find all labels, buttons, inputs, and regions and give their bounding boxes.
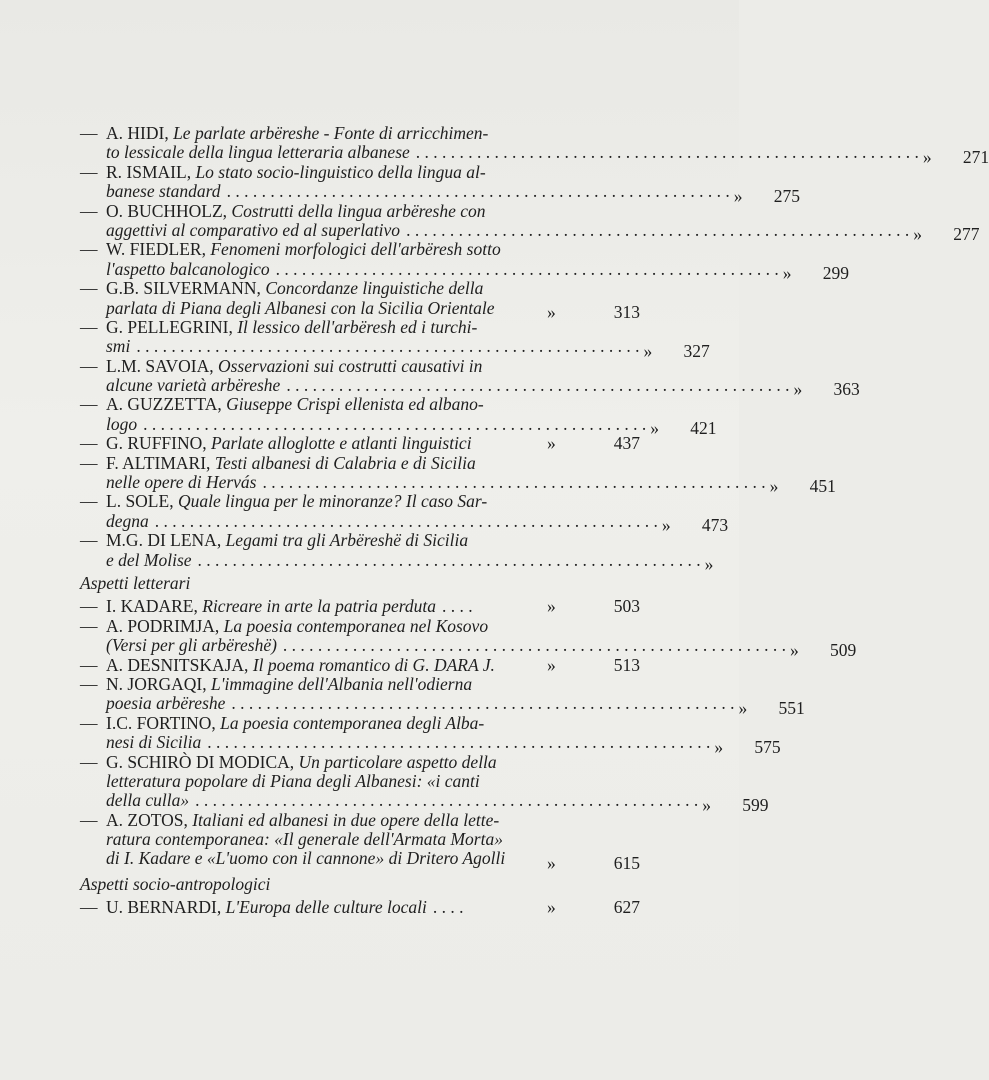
page-number[interactable]: 575: [754, 736, 781, 757]
entry-title: Il poema romantico di G. DARA J.: [252, 654, 495, 675]
entry-title: di I. Kadare e «L'uomo con il cannone» di Dritero Agolli: [106, 848, 506, 869]
em-dash: —: [80, 239, 98, 260]
page-marker: »: [769, 476, 779, 497]
toc-line-text: [80, 830, 543, 849]
toc-entry: [80, 316, 710, 361]
entry-title: Lo stato socio-linguistico della lingua al-: [195, 161, 486, 182]
entry-title: letteratura popolare di Piana degli Albanesi: «i canti: [106, 770, 480, 791]
page-number[interactable]: 437: [613, 433, 640, 454]
dot-leader: . . . . . . . . . . . . . . . . . . . . . . . . . . . . . . . . . . . . . . . . . . . . . . . . . . . . . . . . . .: [406, 219, 910, 240]
entry-continuation: [106, 182, 221, 201]
toc-line: [80, 124, 640, 143]
entry-heading: [106, 454, 476, 473]
entry-author: G.B. SILVERMANN,: [106, 278, 266, 299]
toc-line-text: [80, 694, 735, 713]
toc-line: [80, 811, 640, 830]
entry-title: ratura contemporanea: «Il generale dell'Armata Morta»: [106, 829, 503, 850]
dot-leader: . . . .: [432, 897, 464, 918]
toc-line-text: [80, 182, 730, 201]
entry-title: l'aspetto balcanologico: [106, 258, 270, 279]
toc-line-text: [80, 849, 543, 868]
indent: [80, 299, 106, 318]
toc-line: [80, 413, 717, 439]
entry-author: G. PELLEGRINI,: [106, 316, 238, 337]
entry-title: Fenomeni morfologici dell'arbëresh sotto: [210, 239, 501, 260]
entry-title: L'Europa delle culture locali: [225, 897, 427, 918]
dot-leader: . . . . . . . . . . . . . . . . . . . . . . . . . . . . . . . . . . . . . . . . . . . . . . . . . . . . . . . . . .: [226, 181, 730, 202]
entry-continuation: [106, 694, 225, 713]
entry-title: Quale lingua per le minoranze? Il caso Sar-: [177, 491, 488, 512]
entry-author: W. FIEDLER,: [106, 239, 211, 260]
page-marker: »: [733, 185, 743, 206]
entry-continuation: [106, 791, 189, 810]
section-heading: Aspetti socio-antropologici: [80, 873, 271, 894]
page-marker: »: [702, 794, 711, 815]
dot-leader: . . . . . . . . . . . . . . . . . . . . . . . . . . . . . . . . . . . . . . . . . . . . . . . . . . . . . . . . . .: [262, 472, 766, 493]
toc-line: [80, 279, 640, 298]
entry-title: della culla»: [106, 790, 190, 811]
toc-entry: [80, 597, 640, 616]
entry-heading: [106, 492, 487, 511]
toc-entry: [80, 751, 769, 815]
page-number[interactable]: 615: [613, 852, 640, 873]
em-dash: —: [80, 897, 98, 918]
em-dash: —: [80, 530, 98, 551]
entry-continuation: [106, 512, 149, 531]
entry-title: L'immagine dell'Albania nell'odierna: [211, 673, 473, 694]
entry-title: Le parlate arbëreshe - Fonte di arricchimen-: [173, 123, 489, 143]
em-dash: —: [80, 433, 98, 454]
toc-line-text: [80, 299, 543, 318]
toc-line-text: [80, 675, 543, 694]
toc-line: [80, 434, 640, 453]
entry-continuation: [106, 221, 400, 240]
entry-heading: [106, 318, 477, 337]
em-dash: —: [80, 809, 98, 830]
dot-leader: . . . . . . . . . . . . . . . . . . . . . . . . . . . . . . . . . . . . . . . . . . . . . . . . . . . . . . . . . .: [143, 413, 647, 434]
toc-entry: [80, 452, 836, 497]
toc-line-text: [80, 531, 543, 550]
em-dash: —: [80, 615, 98, 636]
page-number[interactable]: 627: [613, 897, 640, 918]
entry-continuation: [106, 376, 280, 395]
entry-continuation: [106, 143, 410, 162]
toc-line: [80, 830, 640, 849]
toc-line-text: [80, 551, 701, 570]
indent: [80, 830, 106, 849]
dot-leader: . . . . . . . . . . . . . . . . . . . . . . . . . . . . . . . . . . . . . . . . . . . . . . . . . . . . . . . . . .: [197, 549, 701, 570]
toc-line: [80, 472, 836, 497]
toc-line: [80, 714, 640, 733]
section-heading: Aspetti letterari: [80, 572, 191, 593]
entry-title: Testi albanesi di Calabria e di Sicilia: [214, 452, 476, 473]
page-marker: »: [547, 596, 556, 617]
entry-title: banese standard: [106, 181, 221, 202]
toc-line-text: [80, 492, 543, 511]
toc-line: [80, 297, 640, 322]
toc-line-text: [80, 376, 789, 395]
dot-leader: . . . . . . . . . . . . . . . . . . . . . . . . . . . . . . . . . . . . . . . . . . . . . . . . . . . . . . . . . .: [415, 142, 919, 163]
entry-author: O. BUCHHOLZ,: [106, 200, 232, 221]
entry-title: Ricreare in arte la patria perduta: [202, 596, 437, 617]
toc-entry: [80, 656, 640, 675]
toc-line-text: [80, 617, 543, 636]
entry-continuation: [106, 772, 480, 791]
toc-line: [80, 258, 850, 284]
page-number[interactable]: 277: [953, 224, 980, 245]
entry-continuation: [106, 415, 137, 434]
toc-line-text: [80, 163, 543, 182]
page-number[interactable]: 363: [833, 379, 860, 400]
page-marker: »: [704, 554, 714, 574]
toc-line: [80, 617, 640, 636]
page-marker: »: [922, 146, 932, 167]
entry-title: parlata di Piana degli Albanesi con la Sicilia Orientale: [106, 297, 495, 318]
entry-heading: [106, 434, 472, 453]
entry-title: (Versi per gli arbëreshë): [106, 635, 277, 656]
page-number[interactable]: 509: [830, 639, 857, 660]
toc-entry: [80, 278, 640, 322]
entry-heading: [106, 714, 484, 733]
indent: [80, 512, 106, 531]
page-marker: »: [547, 897, 556, 918]
indent: [80, 636, 106, 655]
toc-line: [80, 898, 640, 917]
page-marker: »: [547, 852, 556, 873]
entry-continuation: [106, 299, 495, 318]
indent: [80, 694, 106, 713]
dot-leader: . . . . . . . . . . . . . . . . . . . . . . . . . . . . . . . . . . . . . . . . . . . . . . . . . . . . . . . . . .: [286, 375, 790, 396]
dot-leader: . . . . . . . . . . . . . . . . . . . . . . . . . . . . . . . . . . . . . . . . . . . . . . . . . . . . . . . . . .: [231, 693, 735, 714]
page-number[interactable]: 551: [778, 697, 805, 718]
page-marker: »: [782, 263, 792, 284]
entry-continuation: [106, 473, 257, 492]
entry-title: Giuseppe Crispi ellenista ed albano-: [226, 394, 484, 415]
toc-line-text: [80, 733, 710, 752]
page-marker: »: [547, 433, 556, 454]
em-dash: —: [80, 316, 98, 337]
entry-heading: [106, 531, 468, 550]
entry-title: degna: [106, 510, 149, 531]
dot-leader: . . . . . . . . . . . . . . . . . . . . . . . . . . . . . . . . . . . . . . . . . . . . . . . . . . . . . . . . . .: [154, 510, 658, 531]
page-number[interactable]: 451: [809, 476, 836, 497]
toc-line-text: [80, 221, 909, 240]
entry-title: Il lessico dell'arbëresh ed i turchi-: [237, 316, 478, 337]
entry-title: Concordanze linguistiche della: [265, 278, 484, 299]
entry-author: A. HIDI,: [106, 123, 174, 143]
entry-continuation: [106, 849, 505, 868]
toc-line-text: [80, 357, 543, 376]
indent: [80, 415, 106, 434]
dot-leader: . . . . . . . . . . . . . . . . . . . . . . . . . . . . . . . . . . . . . . . . . . . . . . . . . . . . . . . . . .: [195, 790, 699, 811]
indent: [80, 376, 106, 395]
entry-title: poesia arbëreshe: [106, 693, 226, 714]
toc-line-text: [80, 772, 543, 791]
toc-line: [80, 848, 640, 873]
page-number[interactable]: 271: [962, 146, 989, 167]
dot-leader: . . . . . . . . . . . . . . . . . . . . . . . . . . . . . . . . . . . . . . . . . . . . . . . . . . . . . . . . . .: [136, 336, 640, 357]
entry-title: logo: [106, 413, 138, 434]
toc-line: [80, 693, 805, 718]
em-dash: —: [80, 712, 98, 733]
toc-line: [80, 549, 714, 574]
toc-line-text: [80, 714, 543, 733]
entry-title: aggettivi al comparativo ed al superlativo: [106, 219, 401, 240]
page-number[interactable]: 513: [613, 654, 640, 675]
toc-entry: [80, 898, 640, 917]
toc-line: [80, 375, 860, 400]
em-dash: —: [80, 452, 98, 473]
entry-title: Osservazioni sui costrutti causativi in: [217, 355, 483, 376]
entry-author: G. SCHIRÒ DI MODICA,: [106, 751, 299, 772]
em-dash: —: [80, 394, 98, 415]
entry-author: A. DESNITSKAJA,: [106, 654, 253, 675]
entry-heading: [106, 124, 488, 143]
toc-line: [80, 772, 640, 791]
entry-heading: [106, 202, 485, 221]
table-of-contents: [80, 123, 989, 918]
toc-entry: [80, 239, 850, 284]
toc-line: [80, 395, 640, 414]
toc-line-text: [80, 512, 658, 531]
toc-entry: [80, 434, 640, 453]
toc-entry: [80, 530, 714, 574]
entry-author: N. JORGAQI,: [106, 673, 211, 694]
toc-line-text: [80, 337, 639, 356]
page-marker: »: [790, 639, 799, 660]
entry-title: Parlate alloglotte e atlanti linguistici: [211, 433, 472, 454]
entry-heading: [106, 163, 486, 182]
em-dash: —: [80, 751, 98, 772]
entry-heading: [106, 357, 482, 376]
entry-title: alcune varietà arbëreshe: [106, 375, 281, 396]
dot-leader: . . . . . . . . . . . . . . . . . . . . . . . . . . . . . . . . . . . . . . . . . . . . . . . . . . . . . . . . . .: [275, 258, 779, 279]
entry-continuation: [106, 337, 130, 356]
entry-author: A. GUZZETTA,: [106, 394, 227, 415]
toc-line-text: [80, 395, 543, 414]
toc-line-text: [80, 454, 543, 473]
page-marker: »: [650, 418, 659, 439]
entry-title: e del Molise: [106, 549, 192, 570]
toc-line-text: [80, 202, 543, 221]
toc-line: [80, 732, 781, 757]
indent: [80, 551, 106, 570]
entry-heading: [106, 597, 436, 616]
toc-line: [80, 219, 980, 245]
dot-leader: . . . . . . . . . . . . . . . . . . . . . . . . . . . . . . . . . . . . . . . . . . . . . . . . . . . . . . . . . .: [207, 732, 711, 753]
page-number[interactable]: 421: [690, 418, 717, 439]
toc-line-text: [80, 415, 646, 434]
toc-line: [80, 656, 640, 675]
toc-line: [80, 492, 640, 511]
entry-author: A. PODRIMJA,: [106, 615, 224, 636]
toc-line: [80, 357, 640, 376]
entry-author: L.M. SAVOIA,: [106, 355, 218, 376]
em-dash: —: [80, 355, 98, 376]
entry-title: La poesia contemporanea degli Alba-: [220, 712, 485, 733]
entry-continuation: [106, 830, 503, 849]
toc-entry: [80, 673, 805, 718]
indent: [80, 182, 106, 201]
toc-entry: [80, 712, 781, 757]
toc-line: [80, 454, 640, 473]
toc-entry: [80, 394, 717, 439]
toc-line-text: [80, 240, 543, 259]
page-marker: »: [547, 301, 556, 322]
page-number[interactable]: 327: [683, 340, 710, 361]
entry-title: La poesia contemporanea nel Kosovo: [223, 615, 489, 636]
entry-author: M.G. DI LENA,: [106, 530, 226, 551]
toc-line: [80, 336, 710, 361]
toc-line-text: [80, 898, 543, 917]
entry-heading: [106, 240, 501, 259]
em-dash: —: [80, 161, 98, 182]
toc-line: [80, 753, 640, 772]
entry-heading: [106, 279, 483, 298]
em-dash: —: [80, 200, 98, 221]
toc-line: [80, 531, 640, 550]
toc-line-text: [80, 636, 786, 655]
dot-leader: . . . . . . . . . . . . . . . . . . . . . . . . . . . . . . . . . . . . . . . . . . . . . . . . . . . . . . . . . .: [282, 635, 787, 656]
entry-title: to lessicale della lingua letteraria albanese: [106, 142, 410, 163]
entry-heading: [106, 395, 484, 414]
entry-heading: [106, 656, 495, 675]
toc-line-text: [80, 753, 543, 772]
page-marker: »: [643, 340, 653, 361]
entry-heading: [106, 675, 472, 694]
em-dash: —: [80, 278, 98, 299]
entry-author: U. BERNARDI,: [106, 897, 226, 918]
toc-line: [80, 163, 640, 182]
toc-line: [80, 181, 800, 206]
page-number[interactable]: 313: [613, 301, 640, 322]
entry-title: Legami tra gli Arbëreshë di Sicilia: [225, 530, 469, 551]
entry-title: Costrutti della lingua arbëreshe con: [231, 200, 486, 221]
page-number[interactable]: 599: [742, 794, 769, 815]
page-marker: »: [547, 654, 556, 675]
toc-entry: [80, 200, 980, 245]
indent: [80, 849, 106, 868]
toc-line-text: [80, 434, 543, 453]
entry-author: G. RUFFINO,: [106, 433, 212, 454]
toc-line: [80, 202, 640, 221]
indent: [80, 143, 106, 162]
entry-continuation: [106, 260, 270, 279]
toc-line-text: [80, 279, 543, 298]
em-dash: —: [80, 673, 98, 694]
dot-leader: . . . .: [442, 596, 473, 617]
indent: [80, 772, 106, 791]
toc-entry: [80, 615, 857, 660]
page-number[interactable]: 503: [613, 596, 640, 617]
entry-author: I. KADARE,: [106, 596, 203, 617]
entry-title: smi: [106, 336, 131, 357]
toc-line-text: [80, 473, 766, 492]
entry-title: nelle opere di Hervás: [106, 472, 257, 493]
indent: [80, 791, 106, 810]
entry-author: A. ZOTOS,: [106, 809, 193, 830]
toc-line: [80, 790, 769, 815]
em-dash: —: [80, 596, 98, 617]
toc-line-text: [80, 791, 698, 810]
page-marker: »: [793, 379, 803, 400]
toc-line-text: [80, 656, 543, 675]
toc-line-text: [80, 597, 543, 616]
toc-line: [80, 597, 640, 616]
toc-line-text: [80, 124, 543, 143]
toc-line-text: [80, 318, 543, 337]
entry-title: nesi di Sicilia: [106, 732, 202, 753]
toc-line: [80, 510, 729, 536]
entry-heading: [106, 617, 488, 636]
toc-entry: [80, 161, 800, 206]
toc-entry: [80, 491, 729, 536]
entry-title: Italiani ed albanesi in due opere della lette-: [192, 809, 500, 830]
page-number[interactable]: 275: [773, 185, 800, 206]
entry-continuation: [106, 636, 277, 655]
indent: [80, 337, 106, 356]
indent: [80, 733, 106, 752]
entry-author: F. ALTIMARI,: [106, 452, 215, 473]
entry-continuation: [106, 551, 192, 570]
toc-line: [80, 240, 640, 259]
toc-line: [80, 635, 857, 660]
page-number[interactable]: 299: [822, 263, 850, 284]
page-marker: »: [913, 224, 922, 245]
entry-heading: [106, 753, 497, 772]
page-marker: »: [661, 515, 671, 536]
page-marker: »: [714, 736, 724, 757]
entry-title: Un particolare aspetto della: [298, 751, 497, 772]
indent: [80, 260, 106, 279]
page-number[interactable]: 473: [701, 515, 729, 536]
indent: [80, 473, 106, 492]
em-dash: —: [80, 491, 98, 512]
entry-heading: [106, 811, 499, 830]
page-marker: »: [738, 697, 748, 718]
toc-line-text: [80, 811, 543, 830]
indent: [80, 221, 106, 240]
entry-continuation: [106, 733, 201, 752]
toc-entry: [80, 355, 860, 400]
toc-line-text: [80, 260, 779, 279]
toc-entry: [80, 809, 640, 873]
entry-author: R. ISMAIL,: [106, 161, 196, 182]
toc-line: [80, 142, 989, 167]
toc-line-text: [80, 143, 919, 162]
entry-heading: [106, 898, 427, 917]
toc-line: [80, 675, 640, 694]
em-dash: —: [80, 123, 98, 143]
toc-entry: [80, 123, 989, 167]
entry-author: L. SOLE,: [106, 491, 178, 512]
em-dash: —: [80, 654, 98, 675]
entry-author: I.C. FORTINO,: [106, 712, 221, 733]
